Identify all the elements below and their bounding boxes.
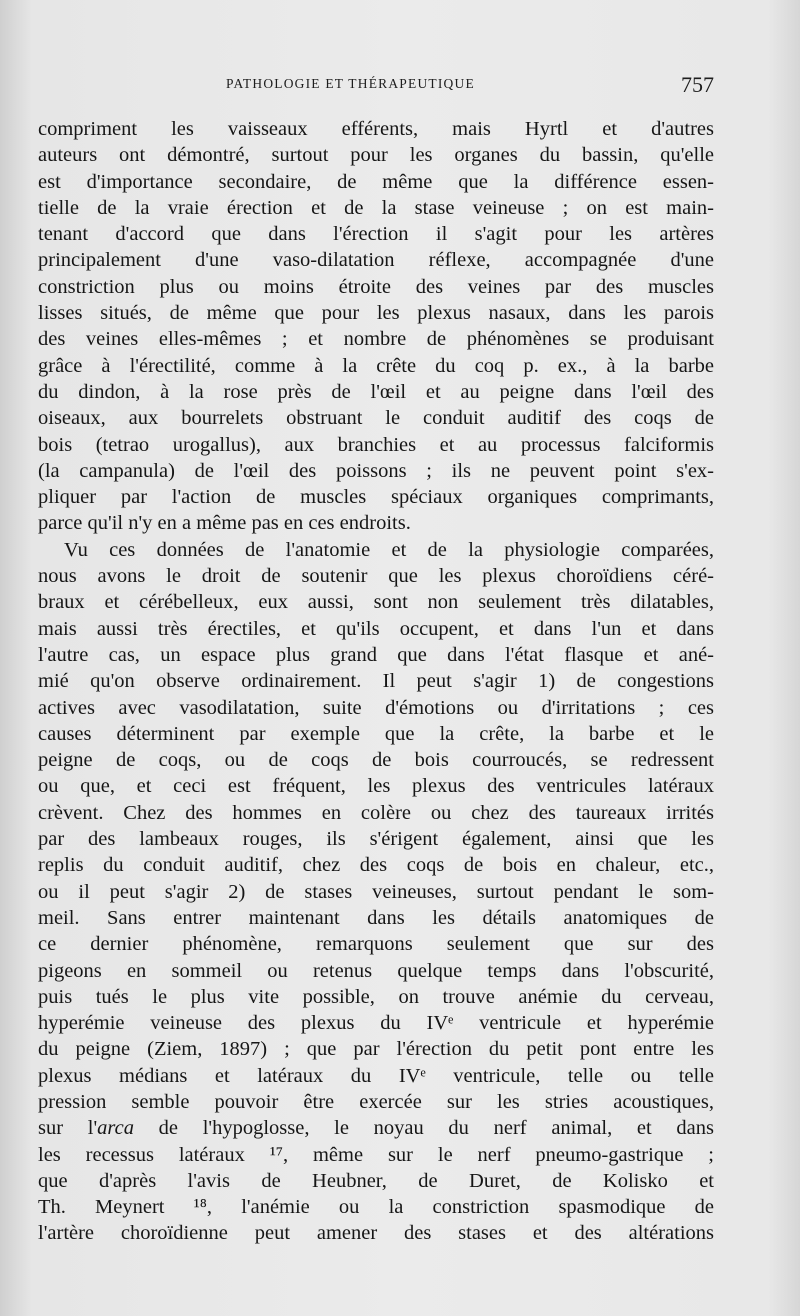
text-line: des veines elles-mêmes ; et nombre de phénomènes se produisant [38, 328, 714, 351]
text-line: tielle de la vraie érection et de la stase veineuse ; on est main- [38, 196, 714, 219]
text-line: est d'importance secondaire, de même que la différence essen- [38, 170, 714, 193]
text-line: braux et cérébelleux, eux aussi, sont non seulement très dilatables, [38, 591, 714, 614]
text-line: constriction plus ou moins étroite des veines par des muscles [38, 275, 714, 298]
text-line: auteurs ont démontré, surtout pour les organes du bassin, qu'elle [38, 144, 714, 167]
text-line: (la campanula) de l'œil des poissons ; ils ne peuvent point s'ex- [38, 459, 714, 482]
text-line: ce dernier phénomène, remarquons seulement que sur des [38, 933, 714, 956]
line-segment: de l'hypoglosse, le noyau du nerf animal, et dans [133, 1117, 714, 1140]
text-line: ou il peut s'agir 2) de stases veineuses, surtout pendant le som- [38, 880, 714, 903]
text-line: causes déterminent par exemple que la crête, la barbe et le [38, 722, 714, 745]
text-line: pigeons en sommeil ou retenus quelque temps dans l'obscurité, [38, 959, 714, 982]
text-line: mais aussi très érectiles, et qu'ils occupent, et dans l'un et dans [38, 617, 714, 640]
text-line: peigne de coqs, ou de coqs de bois courroucés, se redressent [38, 749, 714, 772]
text-line: mié qu'on observe ordinairement. Il peut s'agir 1) de congestions [38, 670, 714, 693]
text-line: bois (tetrao urogallus), aux branchies et au processus falciformis [38, 433, 714, 456]
text-line: compriment les vaisseaux efférents, mais Hyrtl et d'autres [38, 118, 714, 140]
text-line: pression semble pouvoir être exercée sur les stries acoustiques, [38, 1090, 714, 1113]
text-line: nous avons le droit de soutenir que les plexus choroïdiens céré- [38, 565, 714, 588]
body-text [38, 116, 714, 1247]
text-line: que d'après l'avis de Heubner, de Duret, de Kolisko et [38, 1169, 714, 1192]
text-line: replis du conduit auditif, chez des coqs de bois en chaleur, etc., [38, 854, 714, 877]
text-line: du peigne (Ziem, 1897) ; que par l'érection du petit pont entre les [38, 1038, 714, 1061]
text-line-with-italic [38, 1115, 714, 1141]
text-line: principalement d'une vaso-dilatation réflexe, accompagnée d'une [38, 249, 714, 272]
text-line: ou que, et ceci est fréquent, les plexus des ventricules latéraux [38, 775, 714, 798]
text-line: l'artère choroïdienne peut amener des stases et des altérations [38, 1222, 714, 1245]
text-line: par des lambeaux rouges, ils s'érigent également, ainsi que les [38, 828, 714, 851]
text-line: grâce à l'érectilité, comme à la crête du coq p. ex., à la barbe [38, 354, 714, 377]
text-line: les recessus latéraux ¹⁷, même sur le nerf pneumo-gastrique ; [38, 1143, 714, 1166]
line-segment: sur l' [38, 1117, 98, 1140]
text-line: pliquer par l'action de muscles spéciaux organiques comprimants, [38, 486, 714, 509]
text-line: puis tués le plus vite possible, on trouve anémie du cerveau, [38, 985, 714, 1008]
text-line: oiseaux, aux bourrelets obstruant le conduit auditif des coqs de [38, 407, 714, 430]
text-line: du dindon, à la rose près de l'œil et au peigne dans l'œil des [38, 380, 714, 403]
text-line: plexus médians et latéraux du IVᵉ ventricule, telle ou telle [38, 1064, 714, 1087]
text-line: lisses situés, de même que pour les plexus nasaux, dans les parois [38, 302, 714, 325]
italic-term: arca [97, 1117, 134, 1140]
page-number: 757 [681, 72, 714, 97]
text-line: Th. Meynert ¹⁸, l'anémie ou la constriction spasmodique de [38, 1196, 714, 1219]
text-line: actives avec vasodilatation, suite d'émotions ou d'irritations ; ces [38, 696, 714, 719]
running-title: PATHOLOGIE ET THÉRAPEUTIQUE [226, 76, 475, 91]
text-line: meil. Sans entrer maintenant dans les détails anatomiques de [38, 906, 714, 929]
page-header [36, 74, 714, 98]
text-line: crèvent. Chez des hommes en colère ou chez des taureaux irrités [38, 801, 714, 824]
paragraph-start-line: Vu ces données de l'anatomie et de la physiologie comparées, [64, 538, 714, 561]
text-line: l'autre cas, un espace plus grand que dans l'état flasque et ané- [38, 643, 714, 666]
paragraph-end-line: parce qu'il n'y en a même pas en ces endroits. [38, 512, 411, 535]
text-line: tenant d'accord que dans l'érection il s'agit pour les artères [38, 223, 714, 246]
text-line: hyperémie veineuse des plexus du IVᵉ ventricule et hyperémie [38, 1012, 714, 1035]
